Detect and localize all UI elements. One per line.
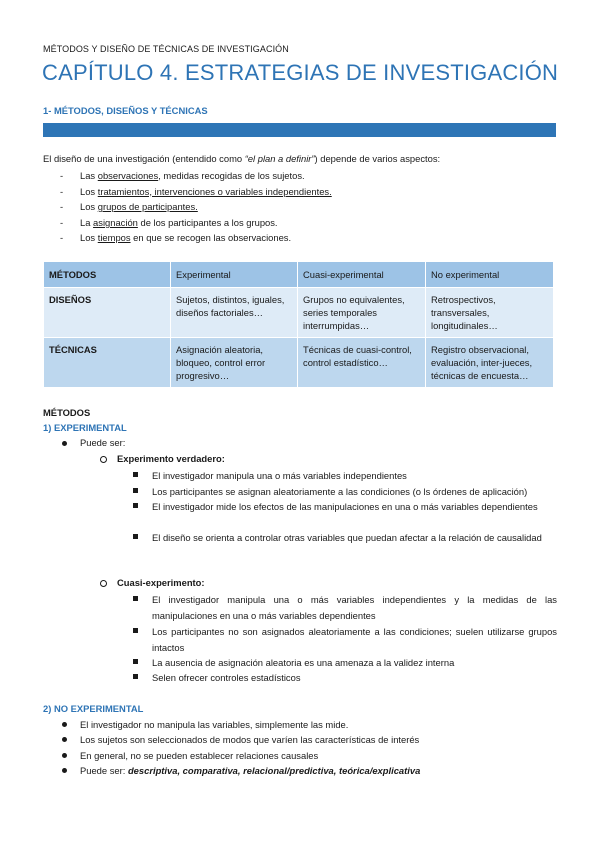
- aspect-item: - Los tiempos en que se recogen las observaciones.: [60, 232, 292, 244]
- experimental-heading: 1) EXPERIMENTAL: [43, 422, 127, 433]
- circle-bullet-icon: [100, 580, 107, 587]
- aspect-item: - Las observaciones, medidas recogidas de los sujetos.: [60, 170, 305, 181]
- bullet-icon: [62, 768, 67, 773]
- list-item: El diseño se orienta a controlar otras variables que puedan afectar a la relación de causalidad: [133, 530, 557, 546]
- table-row: [44, 288, 554, 338]
- bullet-icon: [62, 737, 67, 742]
- section-heading: 1- MÉTODOS, DISEÑOS Y TÉCNICAS: [43, 105, 208, 116]
- no-experimental-heading: 2) NO EXPERIMENTAL: [43, 703, 144, 714]
- circle-bullet-icon: [100, 456, 107, 463]
- square-bullet-icon: [133, 596, 138, 601]
- course-title: MÉTODOS Y DISEÑO DE TÉCNICAS DE INVESTIGACIÓN: [43, 44, 289, 54]
- table-cell: Cuasi-experimental: [298, 262, 426, 288]
- intro-before: El diseño de una investigación (entendido como: [43, 153, 245, 164]
- square-bullet-icon: [133, 472, 138, 477]
- subheading-verdadero: Experimento verdadero:: [100, 453, 225, 464]
- list-item: La ausencia de asignación aleatoria es una amenaza a la validez interna: [133, 655, 557, 671]
- square-bullet-icon: [133, 503, 138, 508]
- intro-quote: “el plan a definir”: [244, 153, 315, 164]
- list-item: Selen ofrecer controles estadísticos: [133, 670, 557, 686]
- intro-paragraph: [43, 153, 440, 164]
- intro-after: ) depende de varios aspectos:: [314, 153, 441, 164]
- table-cell: TÉCNICAS: [44, 338, 171, 388]
- square-bullet-icon: [133, 628, 138, 633]
- table-cell: Técnicas de cuasi-control, control estadístico…: [298, 338, 426, 388]
- table-cell: Experimental: [171, 262, 298, 288]
- list-item: Los sujetos son seleccionados de modos que varíen las características de interés: [62, 732, 557, 748]
- square-bullet-icon: [133, 659, 138, 664]
- table-row: [44, 338, 554, 388]
- section-bar: [43, 123, 556, 137]
- list-item: El investigador manipula una o más variables independientes: [133, 468, 557, 484]
- aspect-item: - La asignación de los participantes a los grupos.: [60, 216, 278, 228]
- table-cell: No experimental: [426, 262, 554, 288]
- list-item: El investigador no manipula las variables, simplemente las mide.: [62, 717, 557, 733]
- bullet-icon: [62, 441, 67, 446]
- methods-heading: MÉTODOS: [43, 407, 91, 418]
- square-bullet-icon: [133, 674, 138, 679]
- chapter-title: CAPÍTULO 4. ESTRATEGIAS DE INVESTIGACIÓN: [42, 60, 559, 85]
- bullet-icon: [62, 722, 67, 727]
- table-cell: MÉTODOS: [44, 262, 171, 288]
- bullet-icon: [62, 753, 67, 758]
- table-cell: Sujetos, distintos, iguales, diseños factoriales…: [171, 288, 298, 338]
- table-cell: Asignación aleatoria, bloqueo, control error progresivo…: [171, 338, 298, 388]
- subheading-cuasi: Cuasi-experimento:: [100, 577, 205, 588]
- square-bullet-icon: [133, 488, 138, 493]
- list-item: Los participantes se asignan aleatoriamente a las condiciones (o ls órdenes de aplicación): [133, 484, 557, 500]
- list-item: En general, no se pueden establecer relaciones causales: [62, 748, 557, 764]
- table-cell: Grupos no equivalentes, series temporales interrumpidas…: [298, 288, 426, 338]
- table-cell: Registro observacional, evaluación, inter-jueces, técnicas de encuesta…: [426, 338, 554, 388]
- table-cell: DISEÑOS: [44, 288, 171, 338]
- list-item: Puede ser: descriptiva, comparativa, relacional/predictiva, teórica/explicativa: [62, 763, 557, 779]
- table-cell: Retrospectivos, transversales, longitudinales…: [426, 288, 554, 338]
- aspects-list: [60, 168, 332, 246]
- list-item: El investigador manipula una o más variables independientes y la medidas de las manipulaciones en una o más variables dependientes: [133, 592, 557, 623]
- table-header-row: [44, 262, 554, 288]
- aspect-item: - Los grupos de participantes.: [60, 201, 198, 213]
- list-item: Puede ser:: [62, 437, 125, 448]
- list-item: El investigador mide los efectos de las manipulaciones en una o más variables dependientes: [133, 499, 557, 515]
- aspect-item: - Los tratamientos, intervenciones o variables independientes.: [60, 185, 332, 197]
- square-bullet-icon: [133, 534, 138, 539]
- methods-table: [43, 261, 554, 388]
- list-item: Los participantes no son asignados aleatoriamente a las condiciones; suelen utilizarse grupos intactos: [133, 624, 557, 655]
